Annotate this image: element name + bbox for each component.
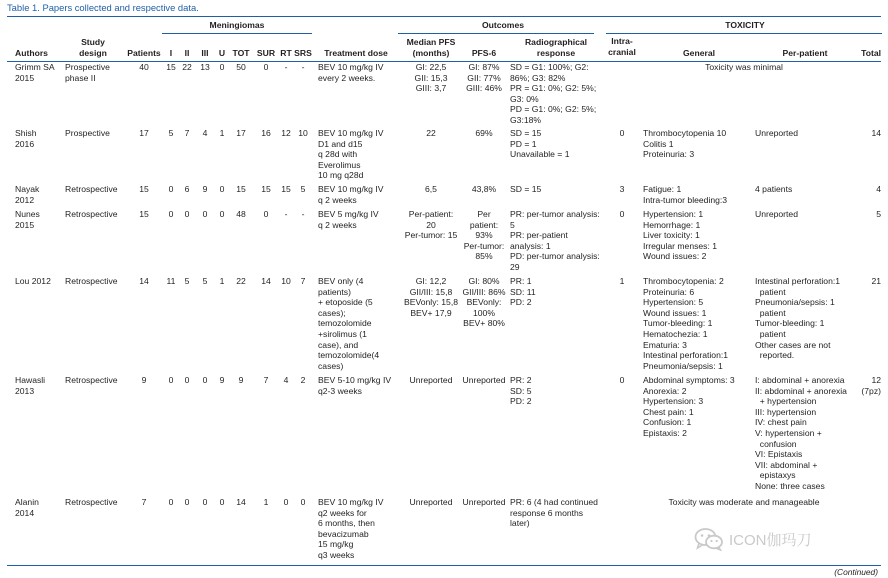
cell-srs: 10 [298, 128, 308, 138]
cell-treatment: BEV 5-10 mg/kg IV q2-3 weeks [318, 375, 392, 396]
cell-general: Thrombocytopenia 10 Colitis 1 Proteinuria: 3 [643, 128, 727, 160]
cell-radio: PR: 6 (4 had continued response 6 months later) [510, 497, 598, 529]
cell-patients: 17 [139, 128, 149, 138]
cell-design: Prospective phase II [65, 62, 110, 83]
cell-rt: 10 [281, 276, 291, 286]
column-header-treatment: Treatment dose [324, 48, 388, 58]
cell-radio: SD = G1: 100%; G2: 86%; G3: 82% PR = G1: 0%; G2: 5%; G3: 0% PD = G1: 0%; G2: 5%; G3:18% [510, 62, 597, 125]
cell-srs: 2 [300, 375, 306, 385]
cell-g3: 0 [202, 375, 208, 385]
cell-srs: 0 [300, 497, 306, 507]
cell-pfs6: 69% [475, 128, 493, 138]
cell-median-pfs: 6,5 [425, 184, 437, 194]
cell-total: 14 [871, 128, 881, 138]
cell-g3: 9 [202, 184, 208, 194]
cell-sur: 14 [261, 276, 271, 286]
cell-intracranial: 3 [619, 184, 625, 194]
cell-g2: 0 [184, 497, 190, 507]
top-rule [7, 16, 881, 17]
cell-treatment: BEV 10 mg/kg IV every 2 weeks. [318, 62, 384, 83]
cell-intracranial: 0 [619, 375, 625, 385]
cell-g1: 11 [166, 276, 176, 286]
meningiomas-subrule [162, 33, 312, 34]
cell-per-patient: Unreported [755, 128, 798, 138]
column-header-rt: RT [280, 48, 292, 58]
cell-pfs6: GI: 87% GII: 77% GIII: 46% [466, 62, 502, 94]
cell-radio: SD = 15 [510, 184, 542, 194]
cell-toxicity-note: Toxicity was minimal [705, 62, 783, 72]
cell-rt: 0 [283, 497, 289, 507]
cell-authors: Hawasli 2013 [15, 375, 46, 396]
cell-rt: - [284, 209, 288, 219]
cell-g2: 0 [184, 209, 190, 219]
cell-per-patient: 4 patients [755, 184, 793, 194]
cell-patients: 40 [139, 62, 149, 72]
cell-general: Thrombocytopenia: 2 Proteinuria: 6 Hypertension: 5 Wound issues: 1 Tumor-bleeding: 1 Hematochezia: 1 Ematuria: 3 Intestinal perforation:1 Pneumonia/sepsis: 1 [643, 276, 729, 371]
column-header-g2: II [184, 48, 190, 58]
cell-authors: Nunes 2015 [15, 209, 40, 230]
cell-radio: PR: per-tumor analysis: 5 PR: per-patient analysis: 1 PD: per-tumor analysis: 29 [510, 209, 600, 272]
cell-median-pfs: GI: 22,5 GII: 15,3 GIII: 3,7 [414, 62, 448, 94]
cell-design: Retrospective [65, 497, 118, 507]
table-caption: Table 1. Papers collected and respective data. [7, 2, 199, 13]
cell-total: 5 [876, 209, 881, 219]
cell-g1: 0 [168, 184, 174, 194]
cell-toxicity-note: Toxicity was moderate and manageable [668, 497, 820, 507]
column-header-srs: SRS [294, 48, 312, 58]
cell-radio: PR: 1 SD: 11 PD: 2 [510, 276, 536, 308]
cell-g1: 0 [168, 375, 174, 385]
column-header-general: General [682, 48, 715, 58]
cell-g2: 0 [184, 375, 190, 385]
cell-design: Retrospective [65, 184, 118, 194]
cell-u: 0 [219, 184, 225, 194]
cell-authors: Nayak 2012 [15, 184, 40, 205]
cell-patients: 15 [139, 184, 149, 194]
cell-intracranial: 0 [619, 128, 625, 138]
cell-intracranial: 0 [619, 209, 625, 219]
watermark [694, 527, 812, 551]
cell-pfs6: Unreported [462, 375, 506, 385]
cell-tot: 22 [236, 276, 246, 286]
group-header-meningiomas: Meningiomas [209, 20, 265, 30]
cell-authors: Shish 2016 [15, 128, 37, 149]
wechat-icon [694, 527, 724, 551]
cell-design: Retrospective [65, 209, 118, 219]
cell-sur: 15 [261, 184, 271, 194]
column-header-radio: Radiographical response [524, 37, 588, 58]
outcomes-subrule [398, 33, 594, 34]
cell-sur: 7 [263, 375, 269, 385]
cell-tot: 17 [236, 128, 246, 138]
cell-general: Hypertension: 1 Hemorrhage: 1 Liver toxicity: 1 Irregular menses: 1 Wound issues: 2 [643, 209, 718, 262]
cell-rt: 12 [281, 128, 291, 138]
cell-median-pfs: Unreported [409, 497, 453, 507]
cell-g1: 0 [168, 209, 174, 219]
cell-u: 0 [219, 497, 225, 507]
cell-patients: 9 [141, 375, 147, 385]
cell-intracranial: 1 [619, 276, 625, 286]
cell-general: Fatigue: 1 Intra-tumor bleeding:3 [643, 184, 728, 205]
cell-pfs6: Per patient: 93% Per-tumor: 85% [463, 209, 505, 262]
cell-patients: 15 [139, 209, 149, 219]
cell-g2: 7 [184, 128, 190, 138]
column-header-per-patient: Per-patient [782, 48, 828, 58]
cell-g2: 6 [184, 184, 190, 194]
column-header-patients: Patients [127, 48, 161, 58]
cell-srs: - [301, 209, 305, 219]
group-header-outcomes: Outcomes [481, 20, 525, 30]
column-header-g3: III [201, 48, 209, 58]
cell-rt: - [284, 62, 288, 72]
column-header-intracranial: Intra- cranial [608, 36, 636, 57]
column-header-authors: Authors [15, 48, 48, 58]
watermark-text: ICON伽玛刀 [729, 531, 812, 549]
column-header-median-pfs: Median PFS (months) [406, 37, 456, 58]
cell-g3: 4 [202, 128, 208, 138]
cell-srs: 7 [300, 276, 306, 286]
cell-pfs6: GI: 80% GII/III: 86% BEVonly: 100% BEV+ 80% [462, 276, 506, 329]
cell-total: 12 (7pz) [861, 375, 881, 396]
bottom-rule [7, 565, 881, 566]
cell-u: 1 [219, 128, 225, 138]
cell-total: 21 [871, 276, 881, 286]
cell-median-pfs: GI: 12,2 GII/III: 15,8 BEVonly: 15,8 BEV+ 17,9 [404, 276, 458, 318]
column-header-g1: I [169, 48, 173, 58]
cell-design: Retrospective [65, 276, 118, 286]
cell-g3: 0 [202, 497, 208, 507]
cell-u: 0 [219, 209, 225, 219]
cell-sur: 1 [263, 497, 269, 507]
cell-pfs6: 43,8% [471, 184, 497, 194]
cell-authors: Lou 2012 [15, 276, 51, 286]
cell-general: Abdominal symptoms: 3 Anorexia: 2 Hypertension: 3 Chest pain: 1 Confusion: 1 Epistaxis: 2 [643, 375, 735, 438]
toxicity-subrule [606, 33, 882, 34]
column-header-u: U [218, 48, 226, 58]
cell-per-patient: Unreported [755, 209, 798, 219]
cell-tot: 50 [236, 62, 246, 72]
cell-rt: 4 [283, 375, 289, 385]
cell-median-pfs: 22 [426, 128, 436, 138]
cell-radio: SD = 15 PD = 1 Unavailable = 1 [510, 128, 570, 160]
cell-design: Prospective [65, 128, 110, 138]
cell-tot: 14 [236, 497, 246, 507]
column-header-tot: TOT [232, 48, 250, 58]
cell-total: 4 [876, 184, 881, 194]
cell-treatment: BEV 5 mg/kg IV q 2 weeks [318, 209, 379, 230]
cell-median-pfs: Unreported [409, 375, 453, 385]
cell-pfs6: Unreported [462, 497, 506, 507]
continued-note: (Continued) [834, 567, 878, 577]
cell-rt: 15 [281, 184, 291, 194]
cell-sur: 0 [263, 62, 269, 72]
column-header-sur: SUR [256, 48, 276, 58]
cell-sur: 16 [261, 128, 271, 138]
cell-per-patient: I: abdominal + anorexia II: abdominal + anorexia + hypertension III: hypertension IV: chest pain V: hypertension + confusion VI: Epistaxis VII: abdominal + epistaxys None: three cases [755, 375, 847, 491]
cell-srs: 5 [300, 184, 306, 194]
cell-design: Retrospective [65, 375, 118, 385]
cell-g3: 5 [202, 276, 208, 286]
cell-treatment: BEV 10 mg/kg IV D1 and d15 q 28d with Everolimus 10 mg q28d [318, 128, 384, 181]
cell-g2: 5 [184, 276, 190, 286]
cell-g2: 22 [182, 62, 192, 72]
cell-per-patient: Intestinal perforation:1 patient Pneumonia/sepsis: 1 patient Tumor-bleeding: 1 patient Other cases are not reported. [755, 276, 841, 361]
group-header-toxicity: TOXICITY [725, 20, 765, 30]
cell-u: 0 [219, 62, 225, 72]
cell-treatment: BEV only (4 patients) + etoposide (5 cases); temozolomide +sirolimus (1 case), and temozolomide(4 cases) [318, 276, 380, 371]
cell-authors: Alanin 2014 [15, 497, 39, 518]
cell-sur: 0 [263, 209, 269, 219]
cell-tot: 15 [236, 184, 246, 194]
cell-g3: 13 [200, 62, 210, 72]
column-header-study-design: Study design [79, 37, 107, 58]
cell-authors: Grimm SA 2015 [15, 62, 55, 83]
cell-radio: PR: 2 SD: 5 PD: 2 [510, 375, 532, 407]
cell-patients: 14 [139, 276, 149, 286]
column-header-pfs6: PFS-6 [471, 48, 497, 58]
cell-g1: 5 [168, 128, 174, 138]
cell-treatment: BEV 10 mg/kg IV q 2 weeks [318, 184, 384, 205]
cell-tot: 48 [236, 209, 246, 219]
column-header-total: Total [861, 48, 881, 58]
cell-treatment: BEV 10 mg/kg IV q2 weeks for 6 months, then bevacizumab 15 mg/kg q3 weeks [318, 497, 384, 560]
cell-g1: 15 [166, 62, 176, 72]
cell-u: 1 [219, 276, 225, 286]
cell-median-pfs: Per-patient: 20 Per-tumor: 15 [404, 209, 458, 241]
cell-u: 9 [219, 375, 225, 385]
cell-g1: 0 [168, 497, 174, 507]
cell-tot: 9 [238, 375, 244, 385]
cell-patients: 7 [141, 497, 147, 507]
cell-srs: - [301, 62, 305, 72]
cell-g3: 0 [202, 209, 208, 219]
